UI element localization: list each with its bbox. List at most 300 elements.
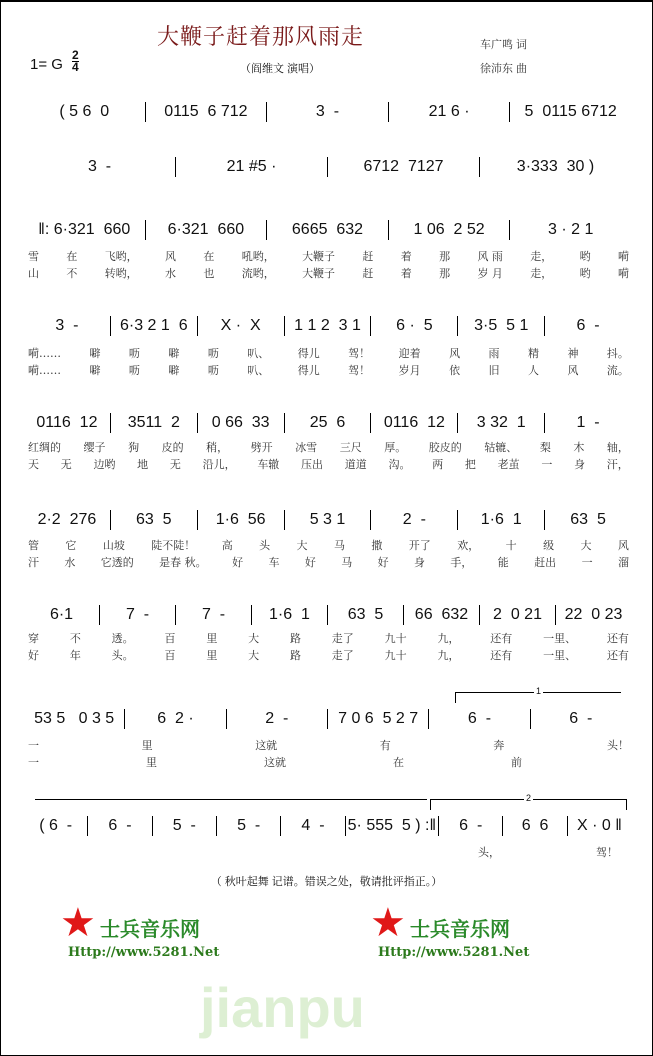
lyric-word: 九十 [384,632,407,645]
notation-line [26,605,629,625]
measure: 5 0115 6712 [524,103,617,120]
watermark-name: 士兵音乐网 [100,917,200,941]
lyric-word: 那 [439,267,451,280]
lyric-word: 飞哟， [104,250,138,263]
measure: 5 - [172,817,196,834]
measure: 3 - [87,158,112,175]
measure: 6·1 [49,606,74,623]
measure: 7 - [125,606,150,623]
lyric-line [28,248,629,264]
lyric-word: 呖 [207,347,219,360]
bar-line [110,316,111,336]
measure: 0116 12 [36,414,98,431]
measure: 1·6 1 [480,511,522,528]
watermark-jianpu: jianpu [200,976,365,1039]
measure: 0116 12 [383,414,445,431]
lyric-word: 嗬 [617,250,629,263]
lyric-word: 陡不陡！ [151,539,196,552]
bar-line [509,220,510,240]
lyric-line [28,737,629,753]
lyric-line [28,630,629,646]
lyric-word: 流。 [606,364,629,377]
lyric-word: 头。 [111,649,134,662]
lyric-word: 有 [379,739,391,752]
lyric-word: 在 [203,250,215,263]
lyric-word: 高 [221,539,233,552]
lyric-word: 人 [527,364,539,377]
lyric-word: 木 [573,441,585,454]
lyric-line [28,345,629,361]
measure: 2 - [265,710,289,727]
lyric-word: 车辙 [257,458,280,471]
lyric-word: 在 [393,756,404,769]
bar-line [388,220,389,240]
lyric-word: 级 [543,539,555,552]
lyric-word: 噼 [168,364,180,377]
measure: 2 - [402,511,426,528]
lyric-word: 狗 [128,441,140,454]
bar-line [567,816,568,836]
lyric-word: 大 [296,539,308,552]
lyric-word: 还有 [490,649,513,662]
lyric-word: 红绸的 [28,441,61,454]
lyric-word: 叭、 [247,347,270,360]
lyric-word: 前 [511,756,522,769]
lyric-word: 奔 [493,739,505,752]
notation-line [26,709,629,729]
bar-line [555,605,556,625]
lyric-word: 着 [400,267,412,280]
lyric-word: 把 [464,458,476,471]
bar-line [145,220,146,240]
lyric-word: 头 [259,539,271,552]
lyric-word: 岁 月 [477,267,503,280]
lyric-word: 呖 [128,364,140,377]
lyric-word: 马 [341,556,353,569]
lyric-word: 哟 [579,267,591,280]
bar-line [370,316,371,336]
lyric-word: 撒 [371,539,383,552]
lyric-line [28,537,629,553]
lyric-word: 还有 [606,632,629,645]
bar-line [110,413,111,433]
lyric-word: 赶 [362,250,374,263]
volta-2 [430,793,627,810]
lyric-word: 大 [248,632,260,645]
lyric-word: 头， [478,846,500,859]
lyricist: 车广鸣 词 [480,39,528,51]
lyric-word: 驾！ [596,846,618,859]
lyric-word: 两 [432,458,444,471]
lyric-word: 走， [530,267,553,280]
measure: 3511 2 [127,414,180,431]
measure: X · 0 ‖ [576,817,622,834]
lyric-word: 走了 [331,632,354,645]
lyric-word: 水 [64,556,76,569]
key-signature: 1= G [30,56,63,73]
measure: 6·321 660 [167,221,245,238]
footer-note: （ 秋叶起舞 记谱。错误之处，敬请批评指正。） [210,876,443,888]
lyric-word: 转哟， [104,267,138,280]
lyric-word: 九， [437,632,460,645]
lyric-word: 好 [28,649,39,662]
measure: 3 - [55,317,79,334]
measure: 6665 632 [291,221,364,238]
lyric-word: 边哟 [93,458,116,471]
bar-line [327,709,328,729]
lyric-word: 还有 [606,649,629,662]
bar-line [457,316,458,336]
bar-line [175,157,176,177]
notation-line [26,157,629,177]
time-top: 2 [72,48,79,62]
star-icon: ★ [60,901,96,945]
measure: X · X [220,317,261,334]
lyric-word: 嗬…… [28,364,61,377]
notation-line [26,510,629,530]
lyric-word: 精 [527,347,539,360]
lyric-word: 叭、 [247,364,270,377]
bar-line [251,605,252,625]
lyric-word: 赶出 [534,556,557,569]
measure: 63 5 [135,511,172,528]
measure: 1·6 56 [215,511,266,528]
lyric-word: 不 [66,267,78,280]
lyric-word: 车 [268,556,280,569]
measure: 1 06 2 52 [413,221,485,238]
lyric-word: 皮的 [161,441,184,454]
measure: 0 66 33 [211,414,270,431]
notation-line [26,102,629,122]
bar-line [479,605,480,625]
measure: 3·333 30 ) [516,158,595,175]
measure: 66 632 [414,606,469,623]
lyric-word: 驾！ [348,347,371,360]
lyric-word: 溜 [617,556,629,569]
lyric-word: 这就 [264,756,286,769]
lyric-word: 岁月 [398,364,421,377]
lyric-word: 劈开 [250,441,273,454]
measure: 6712 7127 [363,158,444,175]
measure: 1·6 1 [269,606,310,623]
lyric-word: 厚。 [384,441,407,454]
bar-line [457,510,458,530]
bar-line [479,157,480,177]
measure: 7 0 6 5 2 7 [338,710,419,727]
measure: 53 5 0 3 5 [34,710,115,727]
lyric-word: 得儿 [297,347,320,360]
measure: 25 6 [309,414,346,431]
bar-line [87,816,88,836]
time-signature [72,50,79,73]
lyric-word: 里 [206,649,218,662]
lyric-word: 欢， [457,539,480,552]
lyric-word: 手， [450,556,473,569]
lyric-line [28,647,629,663]
bar-line [197,413,198,433]
lyric-line [28,439,629,455]
lyric-word: 九十 [384,649,407,662]
lyric-word: 噼 [89,347,101,360]
lyric-word: 里 [206,632,218,645]
measure: 1 - [576,414,600,431]
lyric-word: 年 [69,649,81,662]
composer: 徐沛东 曲 [480,63,528,75]
bar-line [280,816,281,836]
lyric-line [28,554,629,570]
measure: 7 - [201,606,226,623]
bar-line [110,510,111,530]
lyric-line [28,754,629,770]
lyric-word: 这就 [255,739,278,752]
lyric-word: 不 [69,632,81,645]
lyric-word: 缨子 [83,441,106,454]
lyric-word: 山 [28,267,39,280]
lyric-word: 无 [60,458,72,471]
bar-line [284,413,285,433]
bar-line [544,413,545,433]
measure: 5 - [237,817,261,834]
time-bottom: 4 [72,60,79,74]
bar-line [370,510,371,530]
lyric-word: 轴， [606,441,629,454]
song-title: 大鞭子赶着那风雨走 [157,25,365,50]
lyric-word: 嗬 [617,267,629,280]
bar-line [544,316,545,336]
lyric-word: 一 [28,756,39,769]
lyric-word: 好 [377,556,389,569]
lyric-word: 呖 [128,347,140,360]
lyric-word: 雪 [28,250,39,263]
lyric-word: 身 [414,556,426,569]
measure: 21 #5 · [226,158,277,175]
volta-2-label: 2 [525,793,531,803]
lyric-word: 风 [567,364,579,377]
lyric-word: 一里、 [543,632,577,645]
bar-line [428,709,429,729]
measure: 6 - [459,817,483,834]
volta-line [35,799,427,800]
measure: 5 3 1 [309,511,346,528]
lyric-word: 流哟， [241,267,275,280]
notation-line [26,413,629,433]
lyric-word: 它透的 [100,556,134,569]
lyric-word: 地 [137,458,149,471]
lyric-word: 里 [141,739,153,752]
bar-line [370,413,371,433]
bar-line [457,413,458,433]
lyric-word: 里 [146,756,157,769]
bar-line [226,709,227,729]
measure: 6 · 5 [396,317,433,334]
lyric-word: 头！ [606,739,629,752]
bar-line [99,605,100,625]
lyric-word: 无 [169,458,181,471]
lyric-word: 稍， [206,441,229,454]
lyric-word: 迎着 [398,347,421,360]
lyric-line [28,362,629,378]
measure: 2·2 276 [37,511,97,528]
measure: 3 32 1 [476,414,526,431]
bar-line [502,816,503,836]
measure: 4 - [301,817,325,834]
measure: 6 - [576,317,600,334]
lyric-word: 天 [28,458,39,471]
lyric-word: 冰雪 [295,441,318,454]
lyric-word: 沟。 [388,458,411,471]
lyric-word: 能 [497,556,509,569]
bar-line [388,102,389,122]
measure: 5· 555 5 ) :‖ [347,817,437,834]
measure: 0115 6 712 [164,103,248,120]
lyric-word: 那 [439,250,451,263]
lyric-word: 风 [617,539,629,552]
lyric-word: 山坡 [102,539,125,552]
lyric-word: 三尺 [339,441,362,454]
lyric-word: 噼 [89,364,101,377]
bar-line [544,510,545,530]
watermark-url: Http://www.5281.Net [378,945,530,960]
lyric-word: 道道 [344,458,367,471]
lyric-word: 噼 [168,347,180,360]
lyric-word: 胶皮的 [428,441,462,454]
measure: 3 · 2 1 [547,221,594,238]
lyric-word: 吼哟， [241,250,275,263]
measure: 3 - [315,103,340,120]
lyric-word: 旧 [488,364,500,377]
lyric-word: 轱辘、 [484,441,518,454]
lyric-word: 风 雨 [477,250,503,263]
lyric-word: 赶 [362,267,374,280]
lyric-line [478,844,618,860]
bar-line [124,709,125,729]
lyric-word: 得儿 [297,364,320,377]
measure: 6 2 · [157,710,194,727]
lyric-word: 一里、 [543,649,577,662]
notation-line [26,816,629,836]
measure: 6 - [569,710,593,727]
lyric-word: 风 [165,250,177,263]
lyric-word: 哟 [579,250,591,263]
bar-line [327,605,328,625]
lyric-word: 百 [164,632,176,645]
bar-line [197,316,198,336]
lyric-word: 大 [248,649,260,662]
bar-line [266,102,267,122]
measure: ‖: 6·321 660 [38,221,131,238]
lyric-word: 还有 [490,632,513,645]
notation-line [26,220,629,240]
bar-line [438,816,439,836]
lyric-word: 它 [65,539,77,552]
lyric-word: 九， [437,649,460,662]
lyric-word: 雨 [488,347,500,360]
measure: 22 0 23 [564,606,623,623]
lyric-line [28,456,629,472]
measure: 6 - [108,817,132,834]
lyric-word: 大 [580,539,592,552]
lyric-word: 一 [581,556,593,569]
measure: ( 5 6 0 [59,103,110,120]
lyric-word: 一 [541,458,553,471]
lyric-word: 汗， [606,458,629,471]
volta-1-label: 1 [535,686,541,696]
star-icon: ★ [370,901,406,945]
lyric-word: 沿儿， [202,458,236,471]
watermark-url: Http://www.5281.Net [68,945,220,960]
lyric-word: 水 [165,267,177,280]
bar-line [152,816,153,836]
measure: 2 0 21 [493,606,542,623]
watermark-name: 士兵音乐网 [410,917,510,941]
measure: 1 1 2 3 1 [294,317,361,334]
lyric-word: 在 [66,250,78,263]
lyric-word: 嗬…… [28,347,61,360]
bar-line [403,605,404,625]
measure: 21 6 · [428,103,470,120]
lyric-word: 老茧 [497,458,520,471]
lyric-word: 抖。 [606,347,629,360]
measure: 6·3 2 1 6 [119,317,188,334]
bar-line [284,316,285,336]
bar-line [216,816,217,836]
measure: 63 5 [347,606,384,623]
bar-line [284,510,285,530]
lyric-word: 压出 [301,458,324,471]
volta-1 [455,686,621,703]
singer: （阎维文 演唱） [240,63,321,75]
lyric-word: 神 [567,347,579,360]
lyric-word: 风 [449,347,461,360]
bar-line [266,220,267,240]
lyric-word: 身 [574,458,586,471]
lyric-word: 着 [400,250,412,263]
lyric-word: 是春 秋。 [159,556,207,569]
lyric-word: 十 [505,539,517,552]
measure: 3·5 5 1 [474,317,529,334]
lyric-line [28,265,629,281]
bar-line [145,102,146,122]
lyric-word: 呖 [207,364,219,377]
bar-line [197,510,198,530]
bar-line [345,816,346,836]
lyric-word: 驾！ [348,364,371,377]
bar-line [327,157,328,177]
measure: 6 - [467,710,492,727]
lyric-word: 好 [304,556,316,569]
lyric-word: 管 [28,539,39,552]
bar-line [175,605,176,625]
lyric-word: 透。 [111,632,134,645]
lyric-word: 百 [164,649,176,662]
lyric-word: 路 [289,649,301,662]
lyric-word: 汗 [28,556,39,569]
lyric-word: 走， [530,250,553,263]
lyric-word: 好 [232,556,244,569]
measure: 6 6 [521,817,549,834]
measure: ( 6 - [39,817,73,834]
lyric-word: 大鞭子 [302,250,336,263]
lyric-word: 一 [28,739,39,752]
lyric-word: 也 [203,267,215,280]
lyric-word: 马 [333,539,345,552]
lyric-word: 走了 [331,649,354,662]
lyric-word: 开了 [408,539,431,552]
notation-line [26,316,629,336]
lyric-word: 大鞭子 [302,267,336,280]
lyric-word: 梨 [539,441,551,454]
lyric-word: 路 [289,632,301,645]
